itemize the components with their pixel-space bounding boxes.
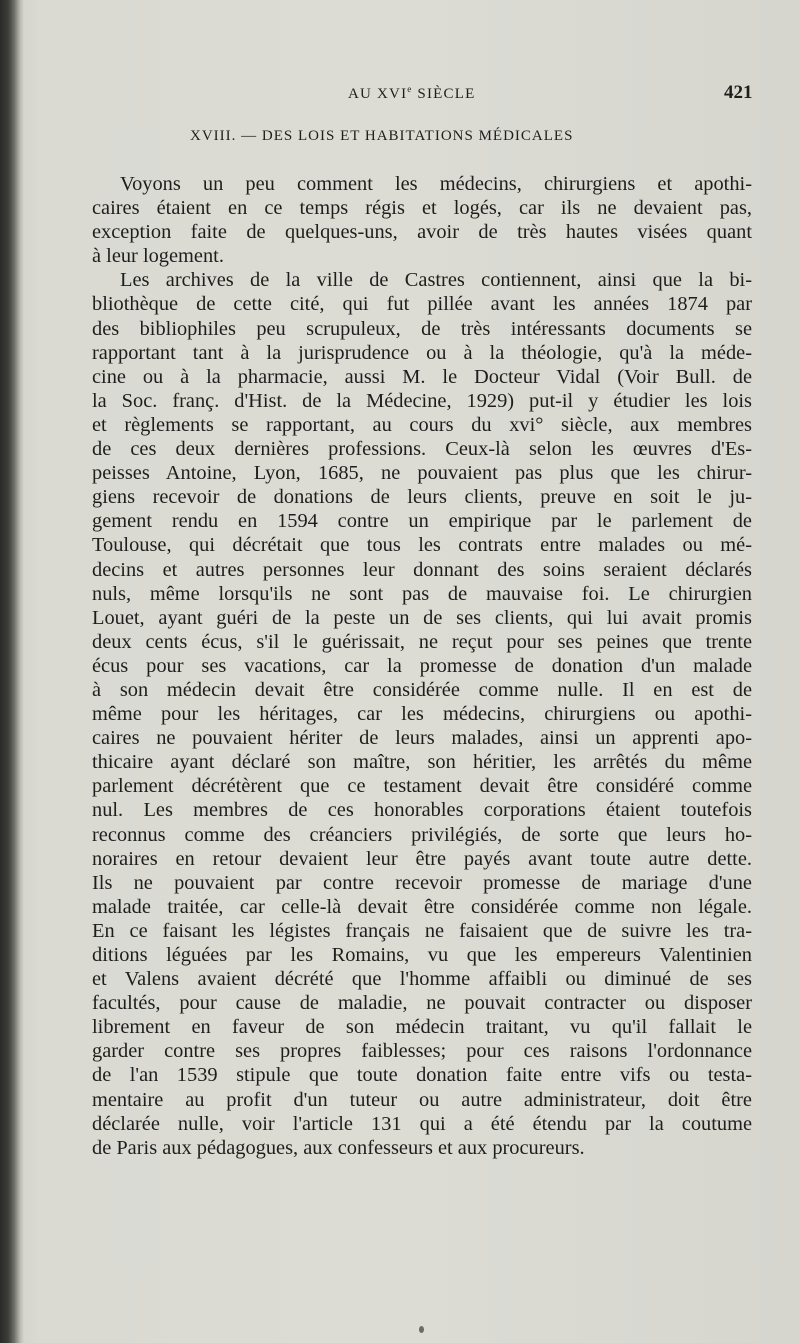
- body-text: [92, 172, 752, 1160]
- text-line: deux cents écus, s'il le guérissait, ne reçut pour ses peines que trente: [92, 630, 752, 653]
- text-line: bliothèque de cette cité, qui fut pillée avant les années 1874 par: [92, 293, 752, 316]
- text-line: Louet, ayant guéri de la peste un de ses clients, qui lui avait promis: [92, 606, 752, 629]
- text-line: même pour les héritages, car les médecins, chirurgiens ou apothi-: [92, 703, 752, 726]
- text-line: et Valens avaient décrété que l'homme affaibli ou diminué de ses: [92, 968, 752, 991]
- text-line: garder contre ses propres faiblesses; pour ces raisons l'ordonnance: [92, 1040, 752, 1063]
- text-line: écus pour ses vacations, car la promesse de donation d'un malade: [92, 654, 752, 677]
- text-line: reconnus comme des créanciers privilégiés, de sorte que leurs ho-: [92, 823, 752, 846]
- text-line: nul. Les membres de ces honorables corporations étaient toutefois: [92, 799, 752, 822]
- text-line: parlement décrétèrent que ce testament devait être considéré comme: [92, 775, 752, 798]
- text-line: déclarée nulle, voir l'article 131 qui a été étendu par la coutume: [92, 1112, 752, 1135]
- running-title-suffix: SIÈCLE: [412, 86, 476, 102]
- text-line: gement rendu en 1594 contre un empirique par le parlement de: [92, 510, 752, 533]
- text-line: Les archives de la ville de Castres contiennent, ainsi que la bi-: [120, 269, 752, 292]
- text-line: de Paris aux pédagogues, aux confesseurs et aux procureurs.: [92, 1136, 585, 1159]
- text-line: et règlements se rapportant, au cours du xvi° siècle, aux membres: [92, 413, 752, 436]
- text-line: mentaire au profit d'un tuteur ou autre administrateur, doit être: [92, 1088, 752, 1111]
- running-title: [348, 84, 475, 103]
- text-line: Ils ne pouvaient par contre recevoir promesse de mariage d'une: [92, 871, 752, 894]
- text-line: caires étaient en ce temps régis et logés, car ils ne devaient pas,: [92, 197, 752, 220]
- text-line: En ce faisant les légistes français ne faisaient que de suivre les tra-: [92, 919, 752, 942]
- text-line: de l'an 1539 stipule que toute donation faite entre vifs ou testa-: [92, 1064, 752, 1087]
- text-line: Toulouse, qui décrétait que tous les contrats entre malades ou mé-: [92, 534, 752, 557]
- text-line: à leur logement.: [92, 245, 224, 268]
- text-line: malade traitée, car celle-là devait être considérée comme non légale.: [92, 895, 752, 918]
- text-line: facultés, pour cause de maladie, ne pouvait contracter ou disposer: [92, 992, 752, 1015]
- text-line: thicaire ayant déclaré son maître, son héritier, les arrêtés du même: [92, 751, 752, 774]
- text-line: giens recevoir de donations de leurs clients, preuve en soit le ju-: [92, 486, 752, 509]
- text-line: cine ou à la pharmacie, aussi M. le Docteur Vidal (Voir Bull. de: [92, 365, 752, 388]
- running-head: [0, 84, 800, 108]
- text-line: peisses Antoine, Lyon, 1685, ne pouvaient pas plus que les chirur-: [92, 462, 752, 485]
- text-line: de ces deux dernières professions. Ceux-là selon les œuvres d'Es-: [92, 438, 752, 461]
- text-line: exception faite de quelques-uns, avoir de très hautes visées quant: [92, 221, 752, 244]
- running-title-superscript: e: [407, 84, 413, 94]
- page-number: 421: [724, 82, 753, 103]
- paragraph: [92, 172, 752, 268]
- text-line: à son médecin devait être considérée comme nulle. Il en est de: [92, 678, 752, 701]
- text-line: Voyons un peu comment les médecins, chirurgiens et apothi-: [120, 173, 752, 195]
- text-line: caires ne pouvaient hériter de leurs malades, ainsi un apprenti apo-: [92, 727, 752, 750]
- section-heading: XVIII. — DES LOIS ET HABITATIONS MÉDICALES: [190, 128, 574, 144]
- text-line: librement en faveur de son médecin traitant, vu qu'il fallait le: [92, 1016, 752, 1039]
- text-line: noraires en retour devaient leur être payés avant toute autre dette.: [92, 847, 752, 870]
- text-line: ditions léguées par les Romains, vu que les empereurs Valentinien: [92, 944, 752, 966]
- paragraph: [92, 268, 752, 1159]
- running-title-prefix: AU XVI: [348, 86, 408, 102]
- text-line: la Soc. franç. d'Hist. de la Médecine, 1929) put-il y étudier les lois: [92, 389, 752, 412]
- text-line: rapportant tant à la jurisprudence ou à la théologie, qu'à la méde-: [92, 341, 752, 364]
- text-line: nuls, même lorsqu'ils ne sont pas de mauvaise foi. Le chirurgien: [92, 582, 752, 605]
- ink-spot: [419, 1326, 424, 1333]
- text-line: des bibliophiles peu scrupuleux, de très intéressants documents se: [92, 317, 752, 340]
- text-line: decins et autres personnes leur donnant des soins seraient déclarés: [92, 558, 752, 581]
- book-binding-edge: [0, 0, 24, 1343]
